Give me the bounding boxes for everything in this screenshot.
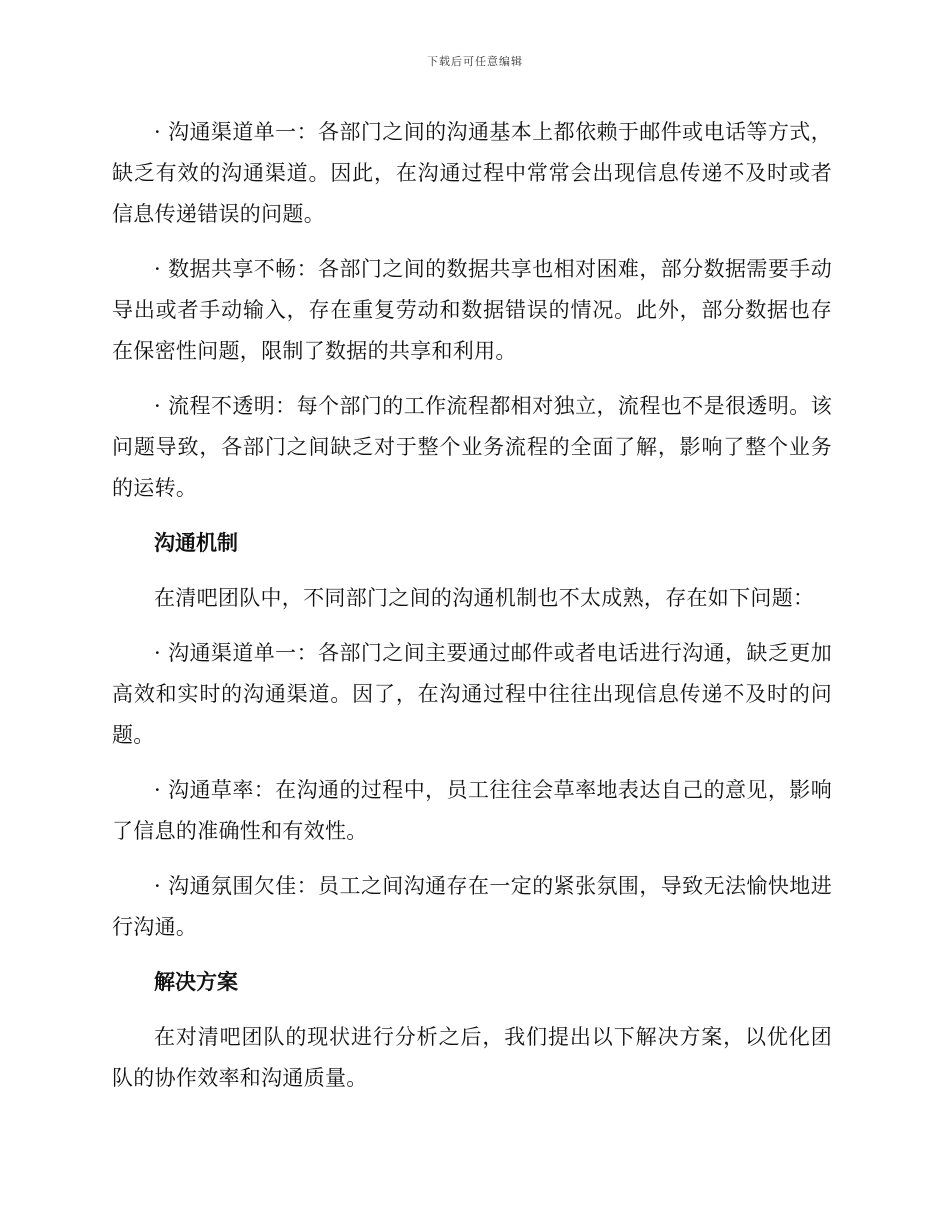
- page-header: 下载后可任意编辑: [427, 55, 523, 68]
- bullet-paragraph-process-transparency: · 流程不透明：每个部门的工作流程都相对独立，流程也不是很透明。该问题导致，各部门之间缺乏对于整个业务流程的全面了解，影响了整个业务的运转。: [112, 394, 832, 500]
- section-heading-communication-mechanism: 沟通机制: [154, 531, 238, 555]
- intro-paragraph-communication: 在清吧团队中，不同部门之间的沟通机制也不太成熟，存在如下问题：: [154, 586, 815, 610]
- section-heading-solution: 解决方案: [154, 970, 238, 994]
- bullet-paragraph-hasty-communication: · 沟通草率：在沟通的过程中，员工往往会草率地表达自己的意见，影响了信息的准确性和有效性。: [112, 778, 832, 843]
- bullet-paragraph-communication-channel: · 沟通渠道单一：各部门之间的沟通基本上都依赖于邮件或电话等方式，缺乏有效的沟通渠道。因此，在沟通过程中常常会出现信息传递不及时或者信息传递错误的问题。: [112, 120, 832, 226]
- intro-paragraph-solution: 在对清吧团队的现状进行分析之后，我们提出以下解决方案，以优化团队的协作效率和沟通质量。: [112, 1025, 832, 1090]
- bullet-paragraph-communication-atmosphere: · 沟通氛围欠佳：员工之间沟通存在一定的紧张氛围，导致无法愉快地进行沟通。: [112, 874, 832, 939]
- bullet-paragraph-single-channel: · 沟通渠道单一：各部门之间主要通过邮件或者电话进行沟通，缺乏更加高效和实时的沟通渠道。因了，在沟通过程中往往出现信息传递不及时的问题。: [112, 641, 832, 747]
- bullet-paragraph-data-sharing: · 数据共享不畅：各部门之间的数据共享也相对困难，部分数据需要手动导出或者手动输入，存在重复劳动和数据错误的情况。此外，部分数据也存在保密性问题，限制了数据的共享和利用。: [112, 257, 832, 363]
- document-body: [112, 112, 832, 1113]
